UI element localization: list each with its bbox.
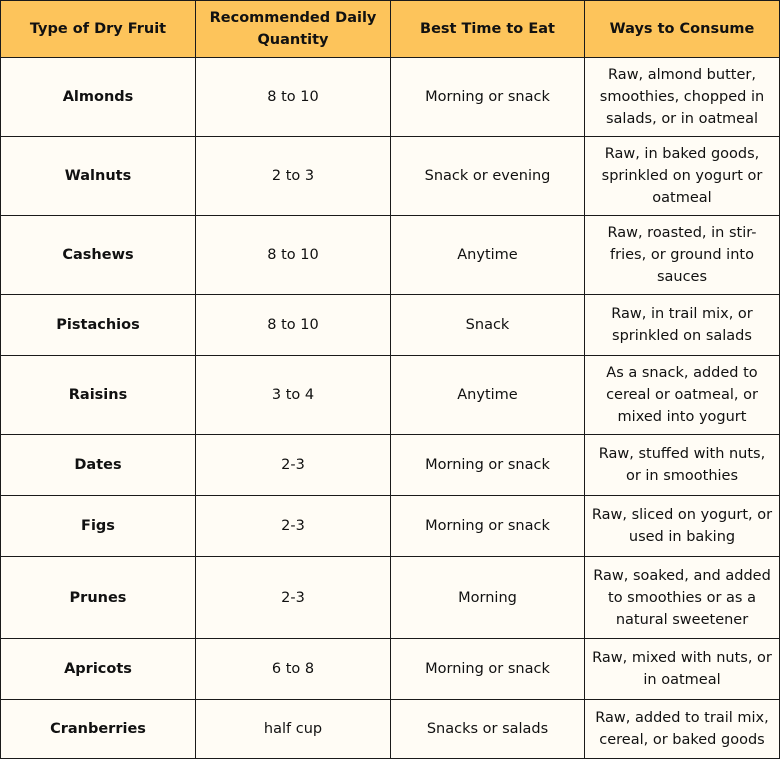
daily-quantity: 8 to 10 bbox=[196, 216, 391, 295]
fruit-name: Cashews bbox=[1, 216, 196, 295]
fruit-name: Cranberries bbox=[1, 700, 196, 759]
daily-quantity: 2-3 bbox=[196, 557, 391, 639]
daily-quantity: 3 to 4 bbox=[196, 356, 391, 435]
fruit-name: Figs bbox=[1, 496, 196, 557]
best-time: Morning bbox=[391, 557, 585, 639]
ways-to-consume: Raw, almond butter, smoothies, chopped in salads, or in oatmeal bbox=[585, 58, 780, 137]
best-time: Snack bbox=[391, 295, 585, 356]
ways-to-consume: Raw, added to trail mix, cereal, or baked goods bbox=[585, 700, 780, 759]
ways-to-consume: As a snack, added to cereal or oatmeal, or mixed into yogurt bbox=[585, 356, 780, 435]
ways-to-consume: Raw, sliced on yogurt, or used in baking bbox=[585, 496, 780, 557]
best-time: Snack or evening bbox=[391, 137, 585, 216]
table-row bbox=[1, 58, 780, 137]
daily-quantity: 6 to 8 bbox=[196, 639, 391, 700]
table-row bbox=[1, 496, 780, 557]
daily-quantity: 8 to 10 bbox=[196, 295, 391, 356]
table-body bbox=[1, 58, 780, 759]
table-row bbox=[1, 557, 780, 639]
table-row bbox=[1, 216, 780, 295]
header-type: Type of Dry Fruit bbox=[1, 1, 196, 58]
table-row bbox=[1, 639, 780, 700]
best-time: Snacks or salads bbox=[391, 700, 585, 759]
table-header bbox=[1, 1, 780, 58]
best-time: Anytime bbox=[391, 216, 585, 295]
ways-to-consume: Raw, stuffed with nuts, or in smoothies bbox=[585, 435, 780, 496]
fruit-name: Dates bbox=[1, 435, 196, 496]
fruit-name: Raisins bbox=[1, 356, 196, 435]
ways-to-consume: Raw, roasted, in stir-fries, or ground into sauces bbox=[585, 216, 780, 295]
fruit-name: Almonds bbox=[1, 58, 196, 137]
header-quantity: Recommended Daily Quantity bbox=[196, 1, 391, 58]
daily-quantity: 2-3 bbox=[196, 496, 391, 557]
table-row bbox=[1, 435, 780, 496]
ways-to-consume: Raw, soaked, and added to smoothies or as a natural sweetener bbox=[585, 557, 780, 639]
fruit-name: Prunes bbox=[1, 557, 196, 639]
daily-quantity: 2 to 3 bbox=[196, 137, 391, 216]
fruit-name: Walnuts bbox=[1, 137, 196, 216]
header-ways: Ways to Consume bbox=[585, 1, 780, 58]
table-row bbox=[1, 137, 780, 216]
daily-quantity: 8 to 10 bbox=[196, 58, 391, 137]
best-time: Morning or snack bbox=[391, 58, 585, 137]
daily-quantity: 2-3 bbox=[196, 435, 391, 496]
best-time: Morning or snack bbox=[391, 496, 585, 557]
best-time: Morning or snack bbox=[391, 639, 585, 700]
ways-to-consume: Raw, in baked goods, sprinkled on yogurt or oatmeal bbox=[585, 137, 780, 216]
fruit-name: Pistachios bbox=[1, 295, 196, 356]
header-row bbox=[1, 1, 780, 58]
best-time: Anytime bbox=[391, 356, 585, 435]
best-time: Morning or snack bbox=[391, 435, 585, 496]
table-row bbox=[1, 356, 780, 435]
header-time: Best Time to Eat bbox=[391, 1, 585, 58]
table-row bbox=[1, 295, 780, 356]
fruit-name: Apricots bbox=[1, 639, 196, 700]
daily-quantity: half cup bbox=[196, 700, 391, 759]
ways-to-consume: Raw, in trail mix, or sprinkled on salads bbox=[585, 295, 780, 356]
table-row bbox=[1, 700, 780, 759]
ways-to-consume: Raw, mixed with nuts, or in oatmeal bbox=[585, 639, 780, 700]
